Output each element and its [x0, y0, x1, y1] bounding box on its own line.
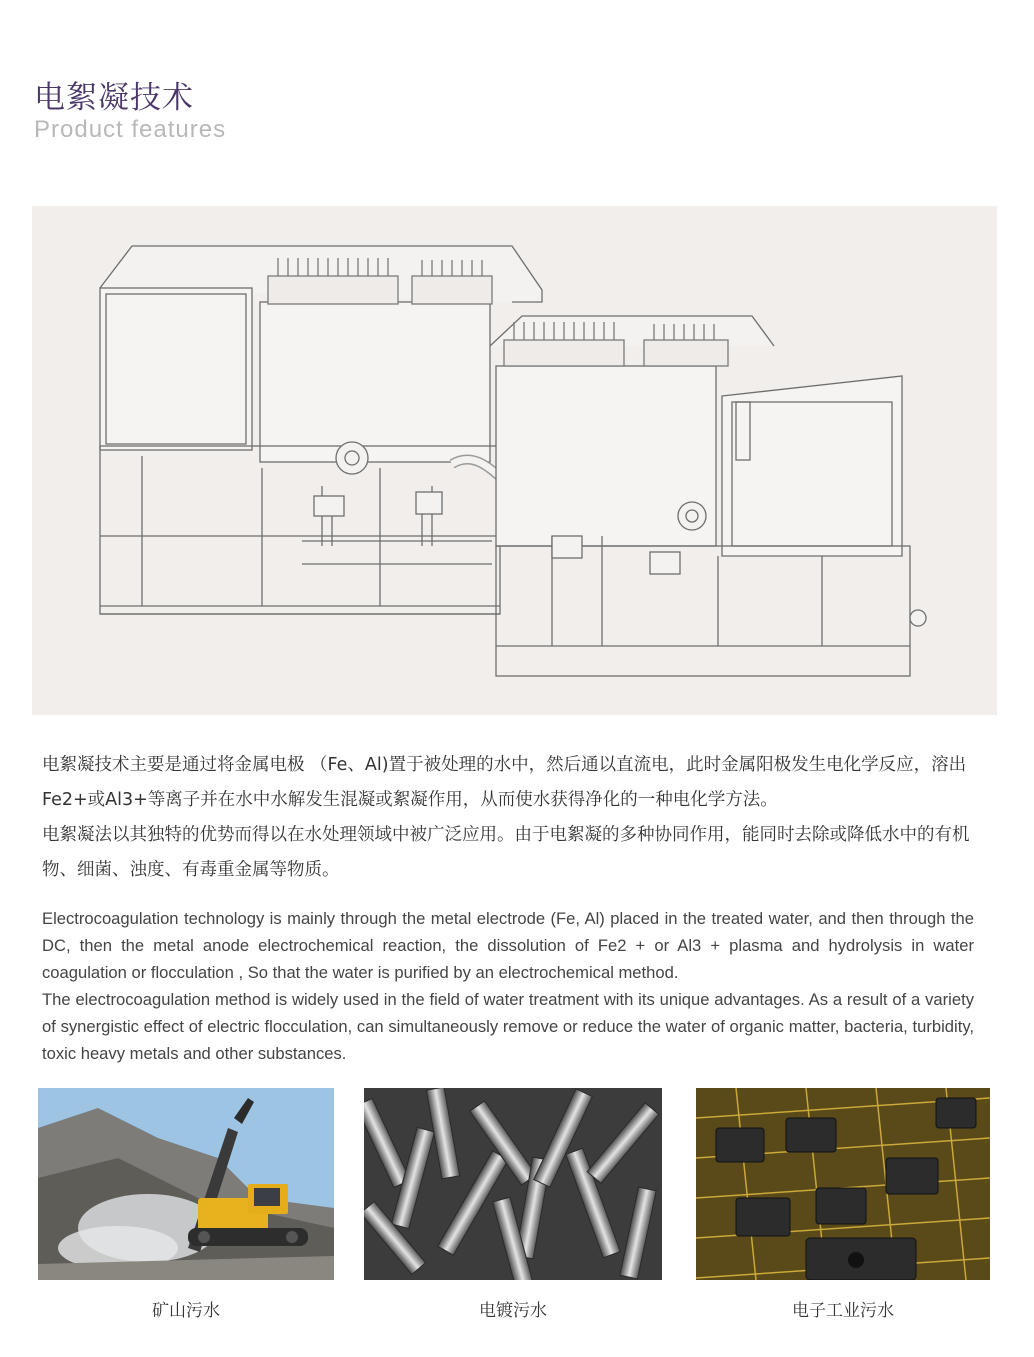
description-en [42, 905, 974, 1067]
page-subtitle: Product features [34, 116, 227, 143]
description-en-paragraph-1: Electrocoagulation technology is mainly through the metal electrode (Fe, Al) placed in the treated water, and then through the DC, then the metal anode electrochemical reaction, the dissolution of Fe2 + or Al3 + plasma and hydrolysis in water coagulation or flocculation , So that the water is purified by an electrochemical method. [42, 909, 974, 982]
circuit-board-photo [696, 1088, 990, 1280]
application-caption-mining: 矿山污水 [152, 1301, 220, 1321]
description-cn-paragraph-1: 电絮凝技术主要是通过将金属电极 （Fe、Al)置于被处理的水中，然后通以直流电，此时金属阳极发生电化学反应，溶出Fe2+或Al3+等离子并在水中水解发生混凝或絮凝作用，从而使水获得净化的一种电化学方法。 [42, 755, 967, 810]
description-cn-paragraph-2: 电絮凝法以其独特的优势而得以在水处理领域中被广泛应用。由于电絮凝的多种协同作用，能同时去除或降低水中的有机物、细菌、浊度、有毒重金属等物质。 [42, 825, 970, 880]
application-caption-electroplating: 电镀污水 [479, 1301, 547, 1321]
page-title: 电絮凝技术 [34, 80, 194, 116]
description-en-paragraph-2: The electrocoagulation method is widely used in the field of water treatment with its unique advantages. As a result of a variety of synergistic effect of electric flocculation, can simultaneously remove or reduce the water of organic matter, bacteria, turbidity, toxic heavy metals and other substances. [42, 990, 974, 1063]
application-caption-electronics: 电子工业污水 [792, 1301, 894, 1321]
equipment-illustration [32, 206, 997, 715]
mining-drill-rig-photo [38, 1088, 334, 1280]
metal-tubes-photo [364, 1088, 662, 1280]
